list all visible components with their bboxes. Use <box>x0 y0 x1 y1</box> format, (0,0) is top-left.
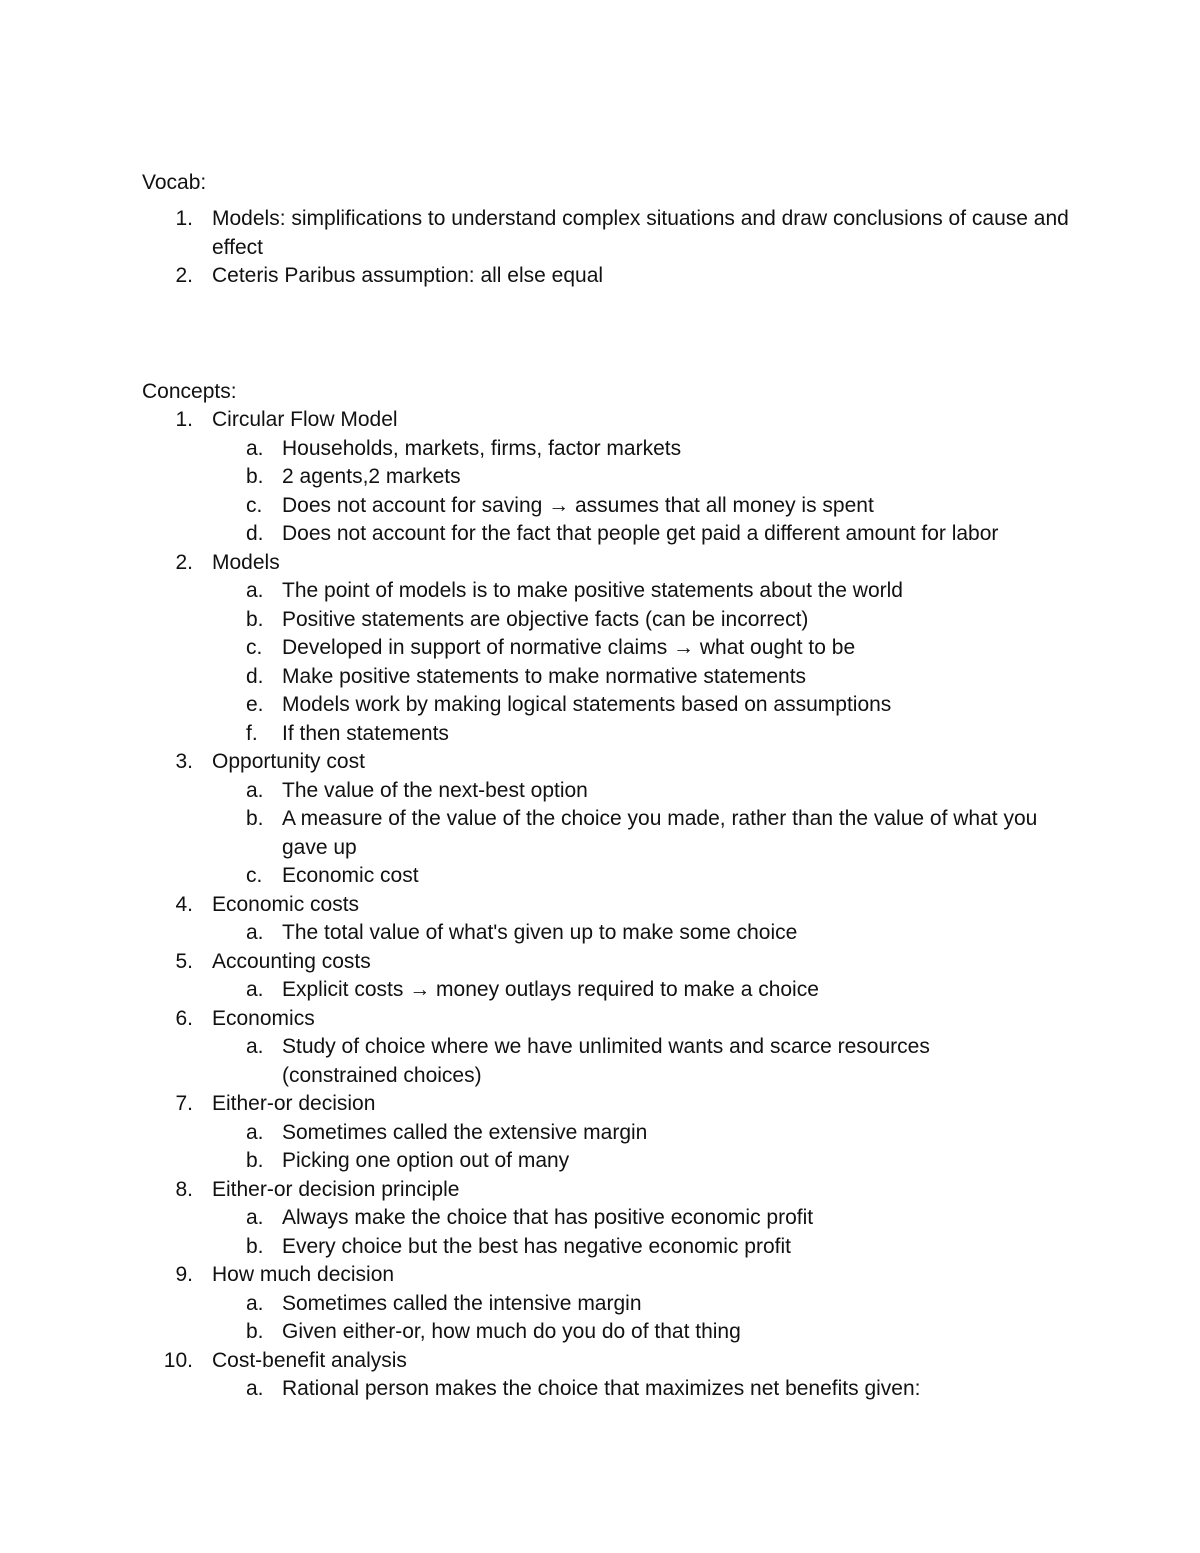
sub-item-letter: b. <box>246 1320 264 1343</box>
sub-item-text: The point of models is to make positive statements about the world <box>282 579 903 602</box>
sub-item-text: Always make the choice that has positive economic profit <box>282 1206 814 1229</box>
sub-list <box>212 435 1070 549</box>
sub-item-letter: b. <box>246 607 264 631</box>
sub-item <box>246 1233 1070 1262</box>
sub-item-text: Does not account for the fact that people get paid a different amount for labor <box>282 522 999 545</box>
item-text: Economics <box>212 1006 315 1030</box>
list-item <box>0 1347 1200 1404</box>
sub-item <box>246 777 1070 806</box>
sub-item <box>246 1147 1070 1176</box>
sub-item-text: A measure of the value of the choice you made, rather than the value of what you gave up <box>282 807 1038 859</box>
sub-item-letter: a. <box>246 778 264 802</box>
item-text: Either-or decision principle <box>212 1177 460 1201</box>
item-text: How much decision <box>212 1263 395 1286</box>
sub-item-letter: d. <box>246 522 264 545</box>
sub-item-text: 2 agents,2 markets <box>282 465 461 488</box>
sub-item-letter: a. <box>246 978 264 1001</box>
vocab-list <box>0 205 1200 291</box>
sub-item-letter: a. <box>246 921 264 944</box>
sub-item-text: Study of choice where we have unlimited wants and scarce resources (constrained choices) <box>282 1035 930 1087</box>
sub-item <box>246 663 1070 692</box>
item-number: 3. <box>175 750 193 773</box>
sub-item <box>246 606 1070 635</box>
item-text: Models: simplifications to understand complex situations and draw conclusions of cause and effect <box>212 207 1069 259</box>
sub-item-text: Does not account for saving → assumes that all money is spent <box>282 493 874 517</box>
item-text: Opportunity cost <box>212 750 365 773</box>
sub-item <box>246 1204 1070 1233</box>
concepts-heading: Concepts: <box>142 380 237 403</box>
sub-item-text: Given either-or, how much do you do of that thing <box>282 1320 741 1343</box>
sub-item-text: Developed in support of normative claims → what ought to be <box>282 636 856 659</box>
sub-item <box>246 492 1070 521</box>
item-text: Cost-benefit analysis <box>212 1348 407 1372</box>
item-text: Either-or decision <box>212 1092 376 1115</box>
list-item <box>0 1005 1200 1091</box>
sub-item-letter: c. <box>246 636 263 659</box>
sub-item-letter: a. <box>246 1035 264 1058</box>
sub-list <box>212 1033 1070 1090</box>
item-number: 1. <box>175 408 193 431</box>
sub-item <box>246 634 1070 663</box>
list-item <box>0 948 1200 1005</box>
concepts-list <box>0 406 1200 1404</box>
sub-list <box>212 1290 1070 1347</box>
list-item <box>0 549 1200 749</box>
item-text: Accounting costs <box>212 949 371 973</box>
sub-list <box>212 1204 1070 1261</box>
list-item <box>0 262 1200 291</box>
item-number: 2. <box>175 550 193 574</box>
item-text: Economic costs <box>212 892 360 916</box>
sub-item-text: Economic cost <box>282 864 419 887</box>
sub-item <box>246 691 1070 720</box>
sub-item-text: Picking one option out of many <box>282 1149 570 1172</box>
sub-list <box>212 976 1070 1005</box>
sub-item-letter: a. <box>246 1206 264 1229</box>
sub-item-text: Rational person makes the choice that maximizes net benefits given: <box>282 1377 921 1400</box>
sub-list <box>212 919 1070 948</box>
sub-item-letter: d. <box>246 664 264 688</box>
vocab-heading: Vocab: <box>142 171 207 194</box>
sub-item <box>246 805 1070 862</box>
list-item <box>0 1090 1200 1176</box>
item-text: Circular Flow Model <box>212 408 398 431</box>
sub-list <box>212 777 1070 891</box>
sub-item-letter: b. <box>246 807 264 830</box>
sub-item-letter: b. <box>246 465 264 488</box>
sub-item-text: If then statements <box>282 721 449 745</box>
sub-item <box>246 1318 1070 1347</box>
sub-item-text: Explicit costs → money outlays required to make a choice <box>282 978 819 1001</box>
item-text: Models <box>212 550 280 574</box>
item-number: 8. <box>175 1177 193 1201</box>
sub-list <box>212 1375 1070 1404</box>
list-item <box>0 891 1200 948</box>
sub-item-letter: f. <box>246 721 258 745</box>
item-number: 7. <box>175 1092 193 1115</box>
sub-item-letter: b. <box>246 1149 264 1172</box>
sub-list <box>212 577 1070 748</box>
sub-item <box>246 720 1070 749</box>
sub-item <box>246 435 1070 464</box>
list-item <box>0 748 1200 891</box>
sub-item-text: Make positive statements to make normative statements <box>282 664 807 688</box>
sub-item-text: Models work by making logical statements based on assumptions <box>282 693 892 716</box>
sub-item-letter: e. <box>246 693 264 716</box>
sub-item-letter: a. <box>246 1377 264 1400</box>
sub-item-text: The value of the next-best option <box>282 778 588 802</box>
sub-item-text: Every choice but the best has negative economic profit <box>282 1234 791 1258</box>
sub-item-letter: a. <box>246 579 264 602</box>
sub-item <box>246 463 1070 492</box>
sub-item-letter: c. <box>246 864 263 887</box>
sub-item-letter: a. <box>246 1291 264 1315</box>
sub-item <box>246 1033 1070 1090</box>
item-number: 4. <box>175 892 193 916</box>
sub-item-text: Positive statements are objective facts (can be incorrect) <box>282 607 809 631</box>
list-item <box>0 1261 1200 1347</box>
sub-item-text: Sometimes called the intensive margin <box>282 1291 642 1315</box>
item-number: 6. <box>175 1006 193 1030</box>
sub-list <box>212 1119 1070 1176</box>
sub-item <box>246 1290 1070 1319</box>
sub-item <box>246 976 1070 1005</box>
sub-item <box>246 1375 1070 1404</box>
sub-item-text: Sometimes called the extensive margin <box>282 1120 648 1144</box>
sub-item-letter: b. <box>246 1234 264 1258</box>
item-number: 9. <box>175 1263 193 1286</box>
sub-item-letter: c. <box>246 493 263 517</box>
item-number: 10. <box>163 1348 193 1372</box>
sub-item <box>246 862 1070 891</box>
item-number: 5. <box>175 949 193 973</box>
list-item <box>0 406 1200 549</box>
sub-item-text: The total value of what's given up to make some choice <box>282 921 798 944</box>
sub-item <box>246 1119 1070 1148</box>
sub-item-letter: a. <box>246 1120 264 1144</box>
item-number: 1. <box>175 207 193 230</box>
item-text: Ceteris Paribus assumption: all else equal <box>212 264 604 287</box>
sub-item <box>246 577 1070 606</box>
sub-item <box>246 919 1070 948</box>
sub-item-letter: a. <box>246 436 264 460</box>
sub-item-text: Households, markets, firms, factor markets <box>282 436 682 460</box>
list-item <box>0 1176 1200 1262</box>
sub-item <box>246 520 1070 549</box>
list-item <box>0 205 1200 262</box>
item-number: 2. <box>175 264 193 287</box>
